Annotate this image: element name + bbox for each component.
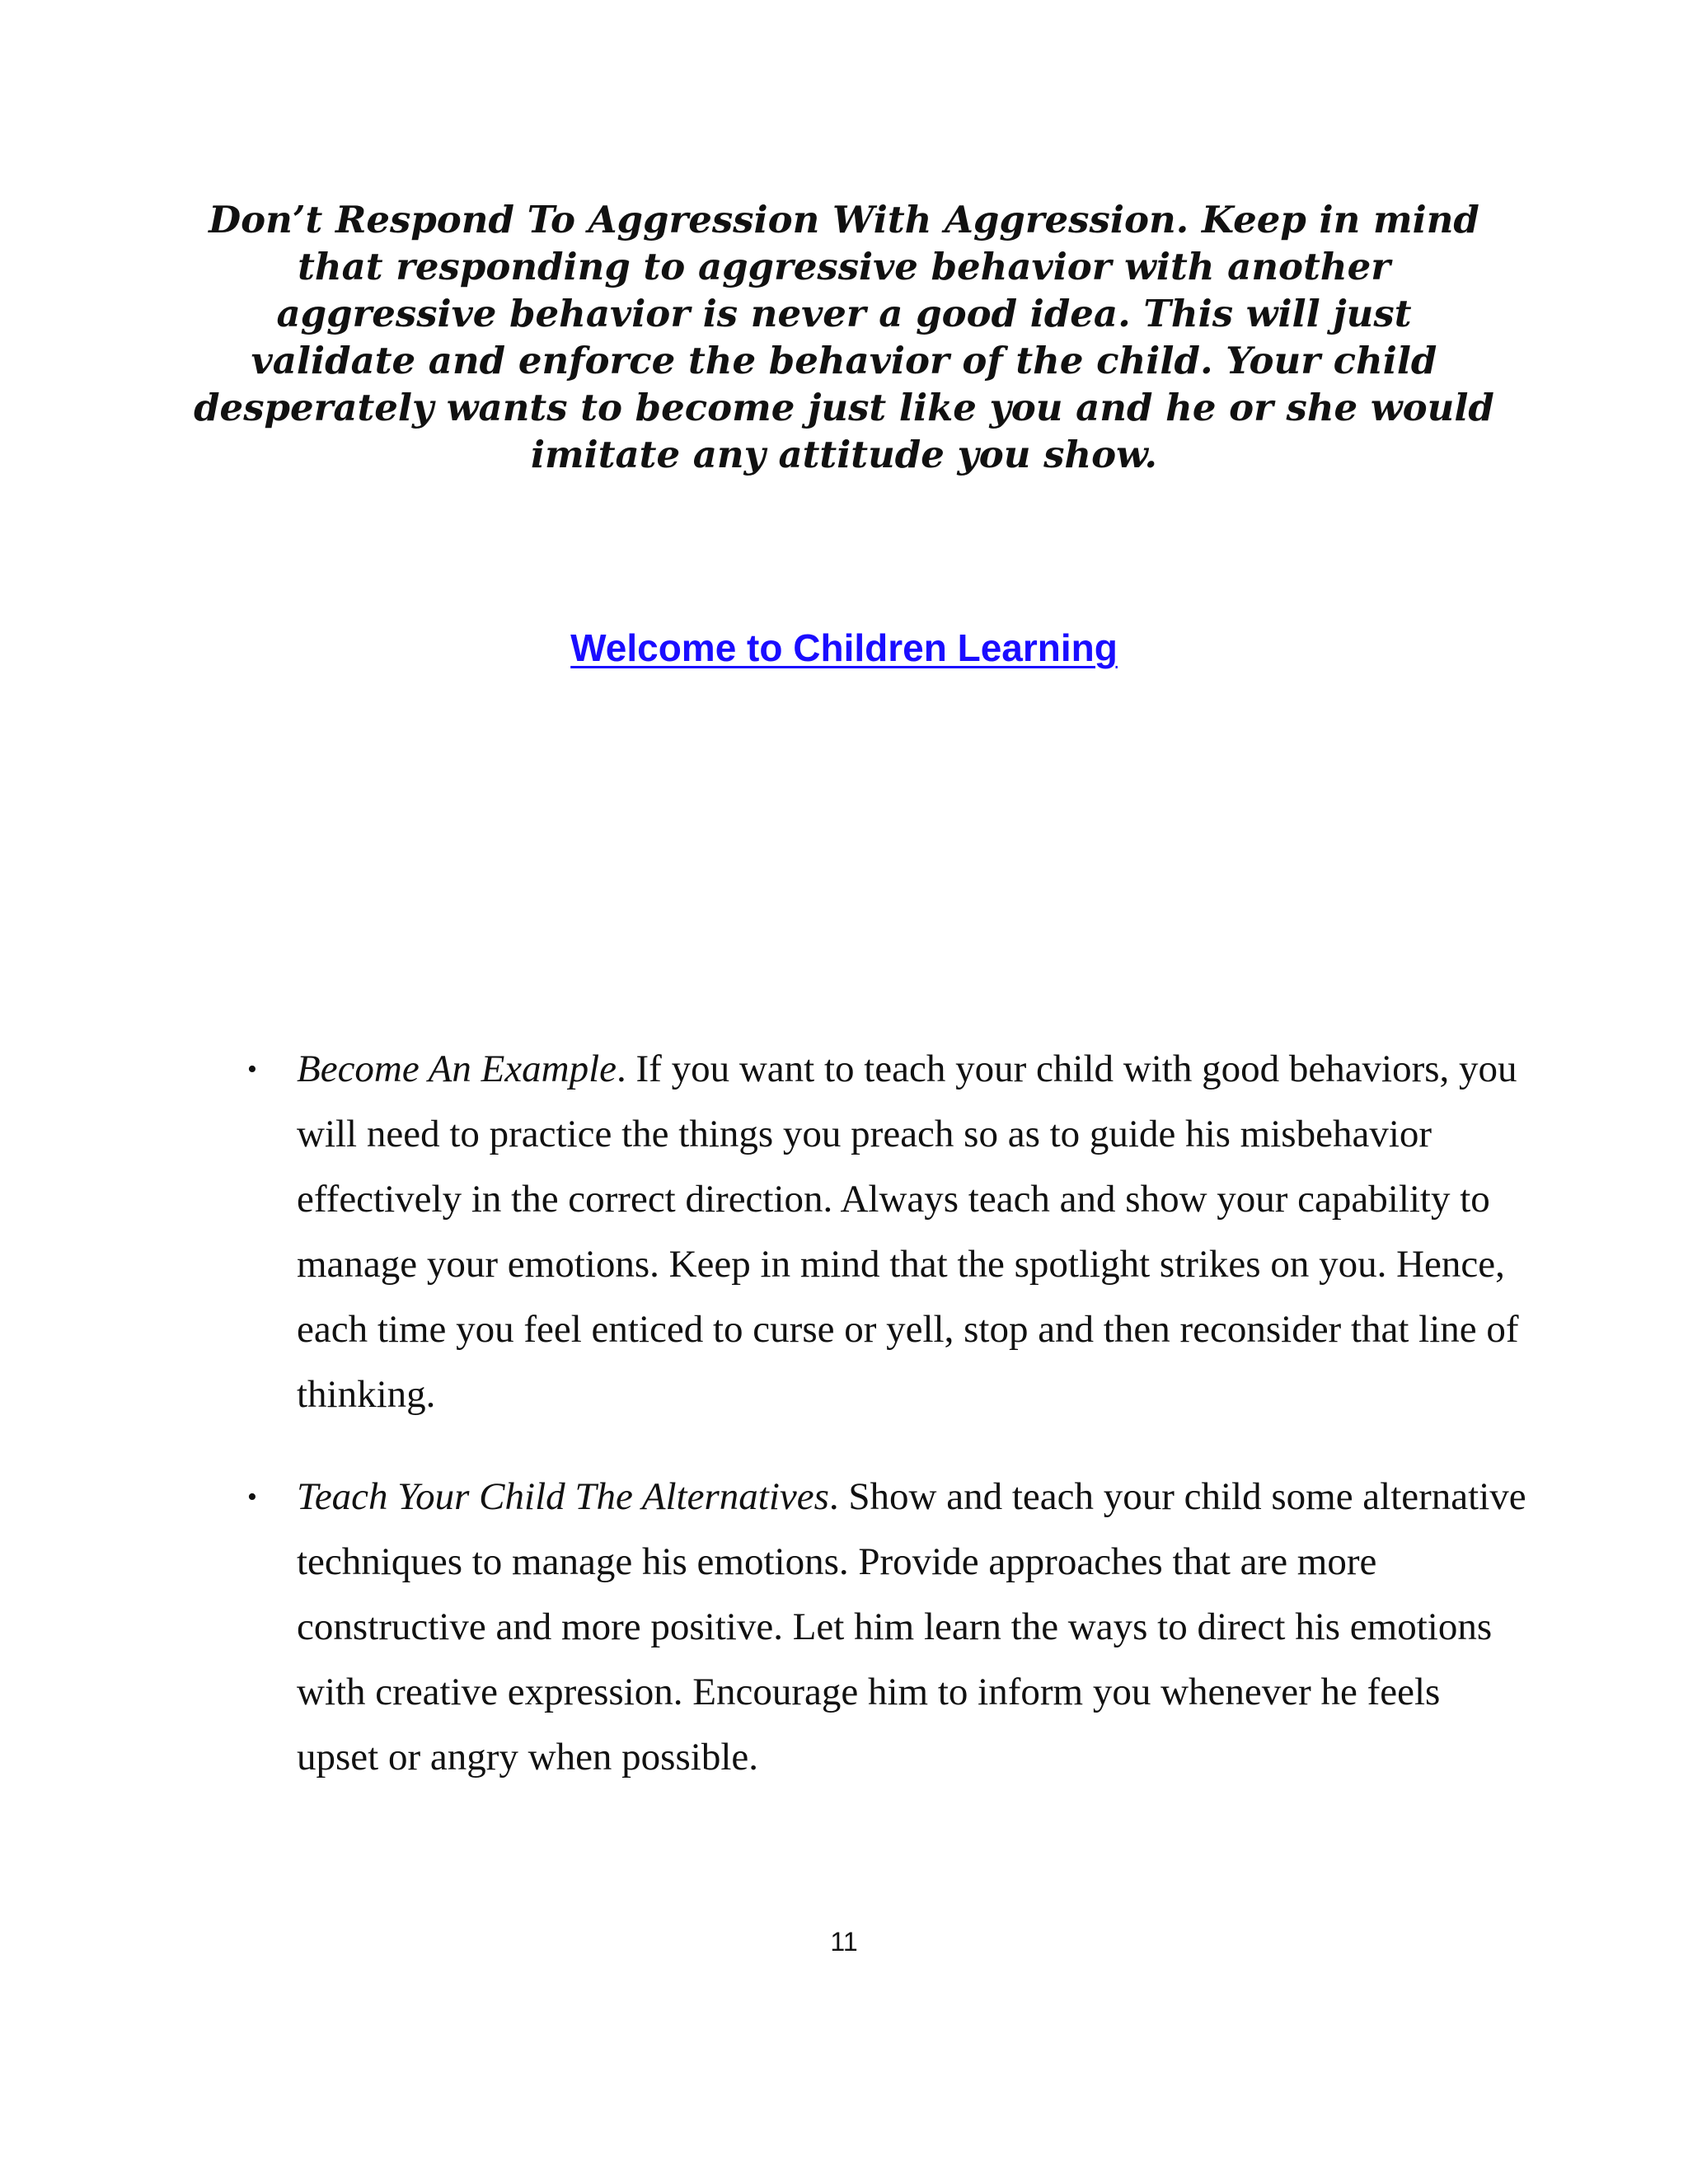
bullet-text: . If you want to teach your child with good behaviors, you will need to practice the things you preach so as to guide his misbehavior effectively in the correct direction. Always teach and show your capability to manage your emotions. Keep in mind that the spotlight strikes on you. Hence, each time you feel enticed to curse or yell, stop and then reconsider that line of thinking. <box>297 1047 1519 1416</box>
link-container <box>0 625 1688 671</box>
list-item <box>241 1465 1526 1790</box>
page-number: 11 <box>830 1927 858 1957</box>
bullet-icon: • <box>247 1482 257 1512</box>
callout-paragraph: Don’t Respond To Aggression With Aggression. Keep in mind that responding to aggressive behavior with another aggressive behavior is never a good idea. This will just validate and enforce the behavior of the child. Your child desperately wants to become just like you and he or she would imitate any attitude you show. <box>194 198 1494 476</box>
bullet-text: . Show and teach your child some alternative techniques to manage his emotions. Provide approaches that are more constructive and more positive. Let him learn the ways to direct his emotions with creative expression. Encourage him to inform you whenever he feels upset or angry when possible. <box>297 1475 1526 1779</box>
list-item <box>241 1037 1526 1427</box>
bullet-title: Become An Example <box>297 1047 617 1090</box>
bullet-icon: • <box>247 1054 257 1085</box>
bullet-list <box>241 1037 1526 1827</box>
bullet-title: Teach Your Child The Alternatives <box>297 1475 829 1518</box>
children-learning-link[interactable]: Welcome to Children Learning <box>570 626 1118 669</box>
